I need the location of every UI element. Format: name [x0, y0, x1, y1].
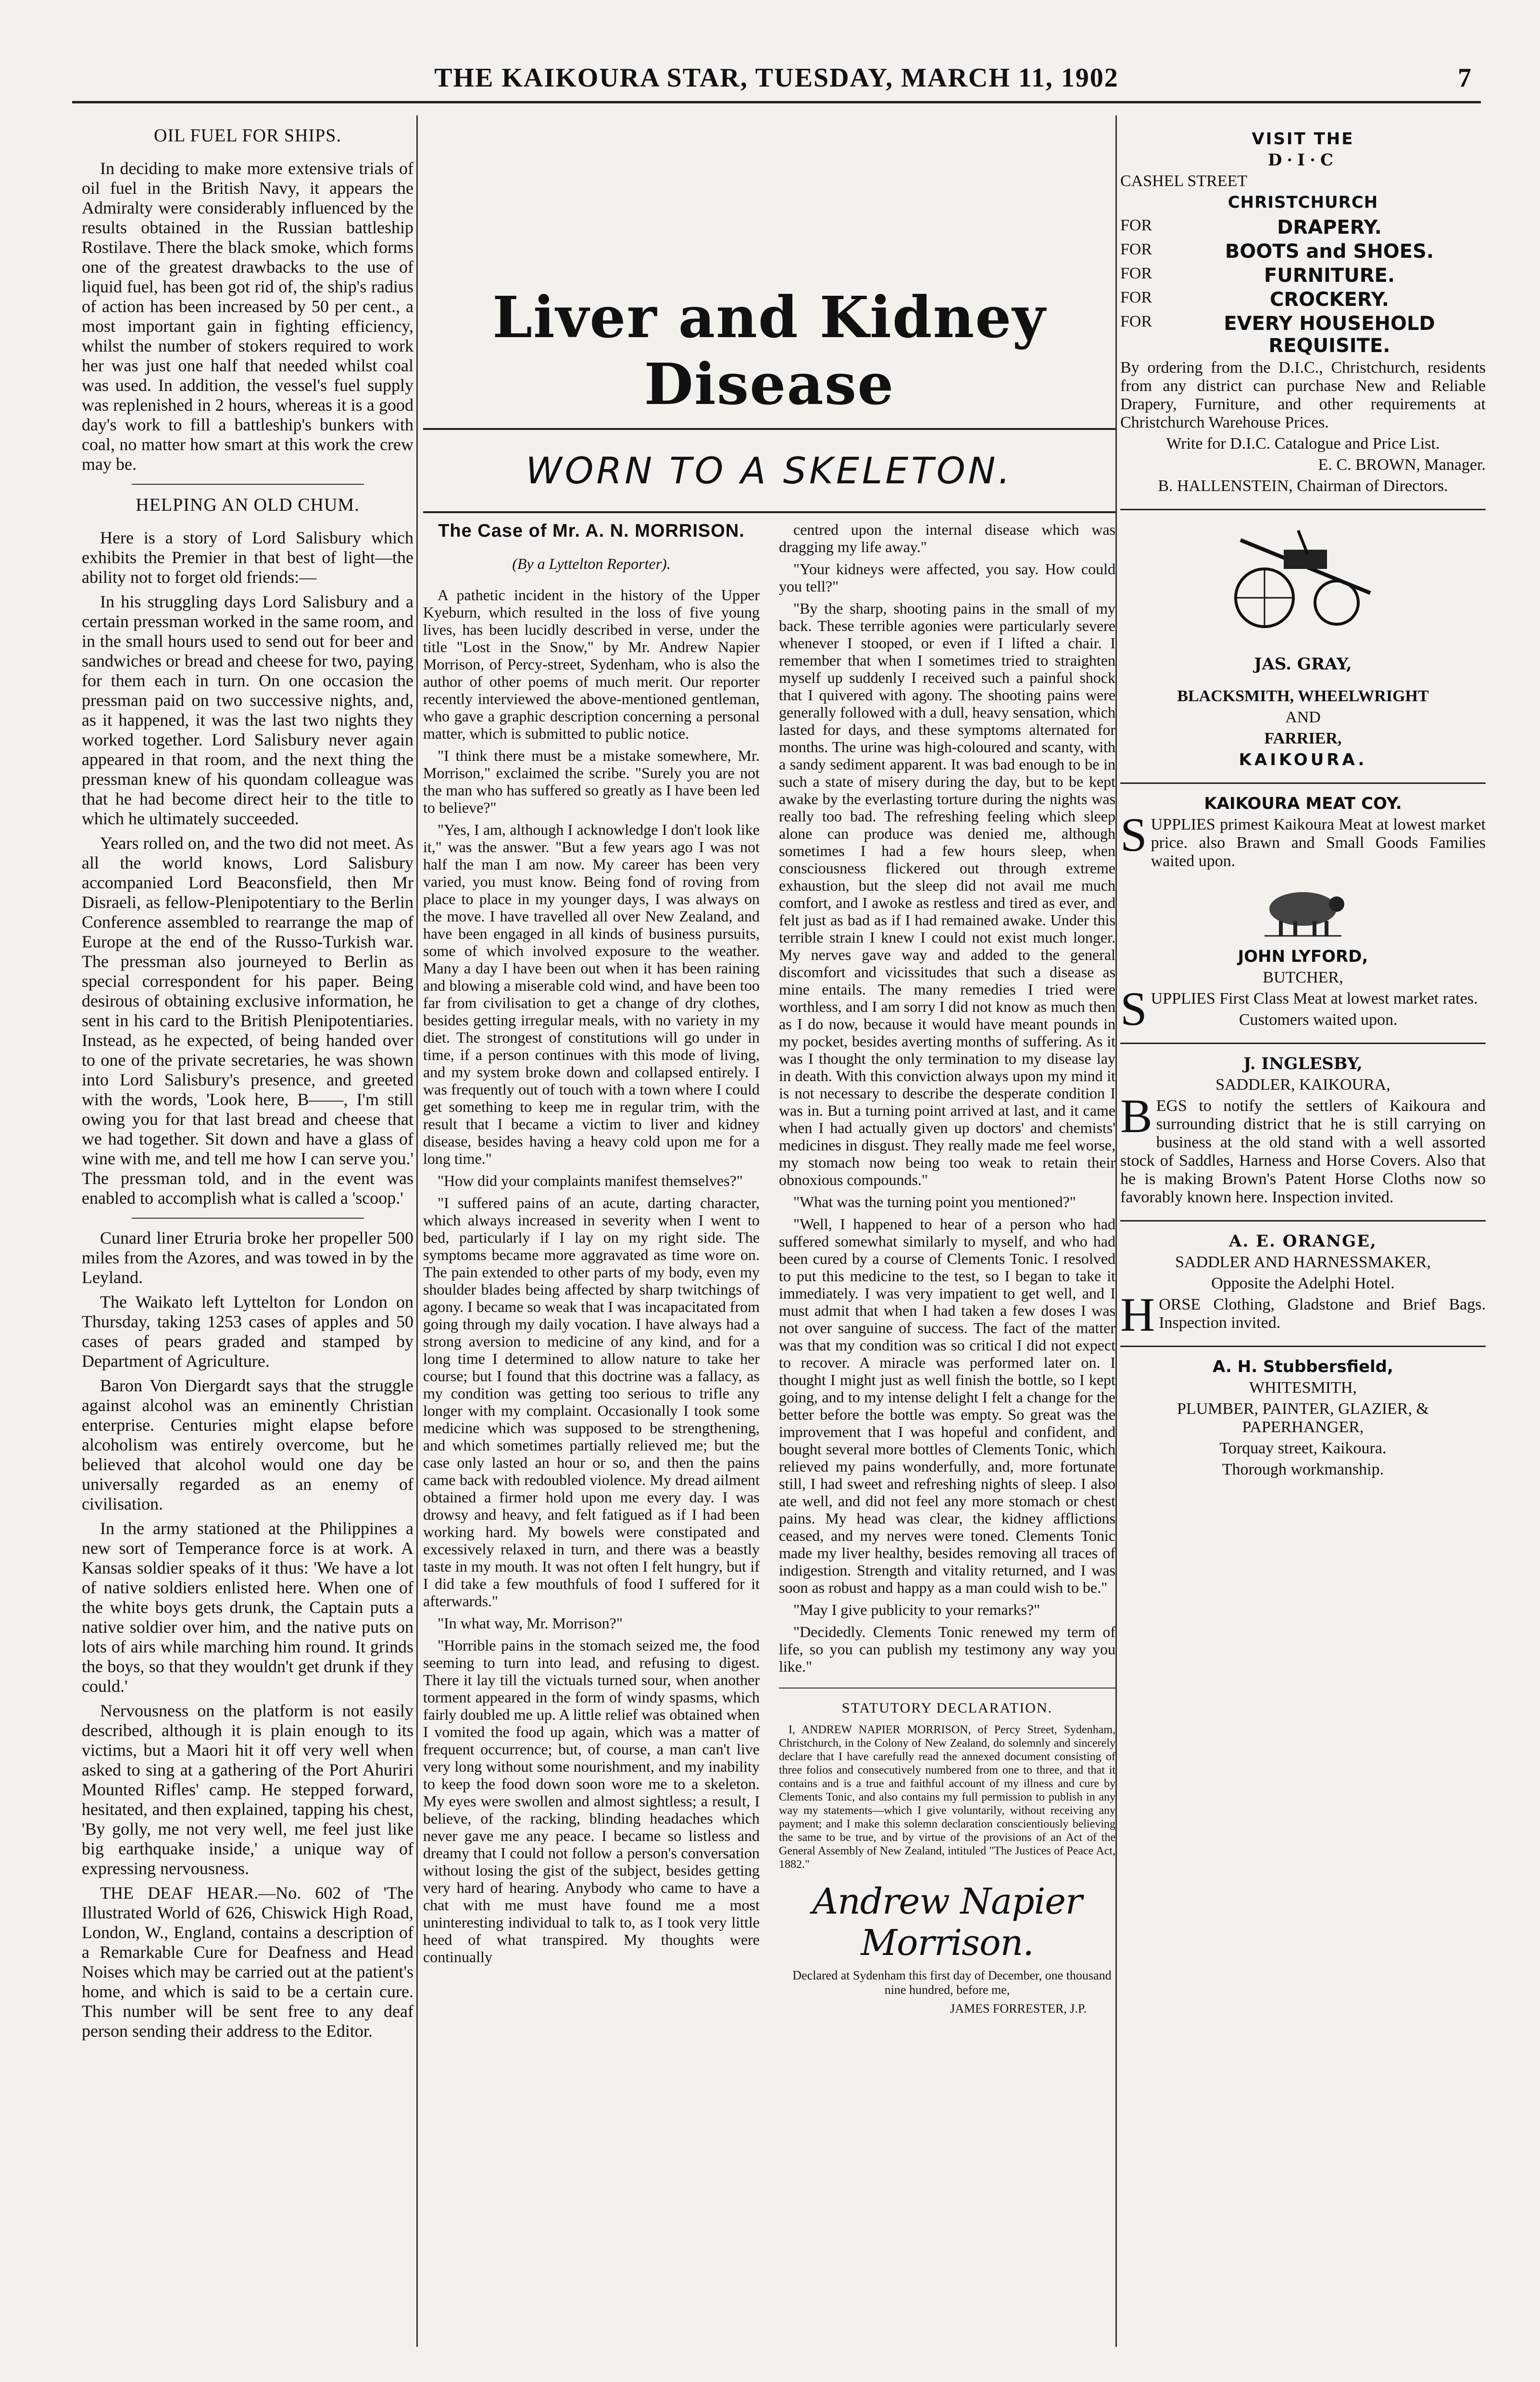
ad-dic	[1120, 130, 1486, 510]
paragraph: "Decidedly. Clements Tonic renewed my term of life, so you can publish my testimony any way you like."	[779, 1623, 1115, 1675]
jas-gray-farrier: FARRIER,	[1264, 730, 1342, 747]
advert-headline: Liver and Kidney Disease	[423, 284, 1115, 430]
declaration-text: I, ANDREW NAPIER MORRISON, of Percy Street, Sydenham, Christchurch, in the Colony of New Zealand, do solemnly and sincerely declare that I have carefully read the annexed document consisting of three folios and consecutively numbered from one to three, and that it contains and is a true and faithful account of my illness and cure by Clements Tonic, and also contains my full permission to publish in any way my statements—which I give voluntarily, without receiving any payment; and I make this solemn declaration conscientiously believing the same to be true, and by virtue of the provisions of an Act of the General Assembly of New Zealand, intituled "The Justices of Peace Act, 1882."	[779, 1724, 1115, 1871]
paragraph: "Your kidneys were affected, you say. How could you tell?"	[779, 560, 1115, 595]
stubbersfield-services: PLUMBER, PAINTER, GLAZIER, & PAPERHANGER,	[1177, 1400, 1429, 1436]
ad-meat-coy	[1120, 794, 1486, 1044]
advert-subhead: WORN TO A SKELETON.	[526, 449, 1013, 492]
signature: Andrew Napier Morrison.	[812, 1881, 1082, 1964]
divider	[132, 484, 364, 485]
paragraph: "How did your complaints manifest themselves?"	[438, 1172, 743, 1189]
jas-gray-location: KAIKOURA.	[1239, 750, 1367, 769]
ad-boots: BOOTS and SHOES.	[1225, 240, 1434, 263]
paragraph: Baron Von Diergardt says that the struggle against alcohol was an eminently Christian enterprise. Centuries might elapse before alcoholism was entirely overcome, but he believed that alcohol would one day be universally regarded as an enemy of civilisation.	[82, 1376, 413, 1513]
declared-line: Declared at Sydenham this first day of December, one thousand nine hundred, before me,	[792, 1968, 1112, 1997]
inglesby-title: J. INGLESBY,	[1243, 1054, 1363, 1073]
meat-coy-text: SUPPLIES primest Kaikoura Meat at lowest market price. also Brawn and Small Goods Families waited upon.	[1120, 808, 1486, 870]
for-label: FOR	[1120, 265, 1152, 282]
column-center	[423, 120, 1115, 2342]
ad-dic-body: By ordering from the D.I.C., Christchurch, residents from any district can purchase New and Reliable Drapery, Furniture, and other requirements at Christchurch Warehouse Prices.	[1120, 359, 1486, 431]
jas-gray-trade: BLACKSMITH, WHEELWRIGHT	[1177, 687, 1429, 705]
column-rule	[1115, 115, 1117, 2347]
masthead	[72, 58, 1481, 103]
lyford-trade: BUTCHER,	[1263, 969, 1343, 986]
article-heading-old-chum: HELPING AN OLD CHUM.	[136, 495, 360, 515]
ad-stubbersfield	[1120, 1358, 1486, 1492]
ad-orange	[1120, 1232, 1486, 1347]
declaration-title: STATUTORY DECLARATION.	[841, 1700, 1053, 1716]
lyford-title: JOHN LYFORD,	[1238, 947, 1368, 966]
ad-furniture: FURNITURE.	[1264, 265, 1395, 287]
orange-trade: SADDLER AND HARNESSMAKER,	[1175, 1253, 1431, 1271]
paragraph: "Well, I happened to hear of a person who had suffered somewhat similarly to myself, and who had been cured by a course of Clements Tonic. I resolved to put this medicine to the test, so I began to take it immediately. I was very impatient to get well, and I must admit that when I had taken a few doses I was not over sanguine of success. The fact of the matter was that my condition was so critical I did not expect to recover. A miracle was performed later on. I thought I might just as well finish the bottle, so I kept going, and to my intense delight I felt a change for the better before the bottle was empty. So great was the improvement that I was hopeful and confident, and bought several more bottles of Clements Tonic, which relieved my pains wonderfully, and, more fortunate still, I had sweet and refreshing nights of sleep. I also ate well, and did not feel any more stomach or chest pains. My head was clear, the kidney afflictions ceased, and my nerves were toned. Clements Tonic made my liver healthy, besides removing all traces of indigestion. Strength and vitality returned, and I was soon as robust and happy as a man could wish to be."	[779, 1215, 1115, 1596]
ad-dic-chairman: B. HALLENSTEIN, Chairman of Directors.	[1158, 477, 1448, 495]
paragraph: In deciding to make more extensive trials of oil fuel in the British Navy, it appears the Admiralty were considerably influenced by the results obtained in the Russian battleship Rostilave. There the black smoke, which forms one of the greatest drawbacks to the use of liquid fuel, has been got rid of, the ship's radius of action has been increased by 50 per cent., a most important gain in fighting efficiency, whilst the number of stokers required to work her was just one half that needed whilst coal was used. In addition, the vessel's fuel supply was replenished in 2 hours, whereas it is a good day's work to fill a battleship's bunkers with coal, no matter how smart at this work the crew may be.	[82, 159, 413, 474]
paragraph: "By the sharp, shooting pains in the small of my back. These terrible agonies were particularly severe whenever I stooped, or even if I lifted a chair. I remember that when I sometimes tried to straighten myself up suddenly I received such a painful shock that I quivered with agony. The shooting pains were generally followed with a dull, heavy sensation, which lasted for days, and these symptoms alternated for months. The urine was high-coloured and scanty, with a sandy sediment apparent. It was bad enough to be in such a state of misery during the day, but to be kept awake by the everlasting torture during the nights was really too bad. The refreshing feeling which sleep alone can produce was denied me, although sometimes I had a few hours sleep, when consciousness flickered out through extreme exhaustion, but the sleep did not avail me much comfort, and I awoke as restless and tired as ever, and felt just as bad as if I had remained awake. Under this terrible strain I knew I could not exist much longer. My nerves gave way and added to the general discomfort and vicissitudes that such a disease as mine entails. The many remedies I tried were worthless, and I am sorry I did not know as much then as I do now, because it would have meant pounds in my pocket, besides averting months of suffering. As it was I thought the only termination to my disease lay in death. With this conviction always upon my mind it is not necessary to describe the desperate condition I was in. But a turning point arrived at last, and it came when I had actually given up doctors' and chemists' medicines in disgust. They really made me feel worse, my stomach now being too weak to retain their obnoxious compounds."	[779, 600, 1115, 1188]
advert-column-b	[779, 521, 1115, 2020]
paragraph: A pathetic incident in the history of the Upper Kyeburn, which resulted in the loss of five young lives, has been lucidly described in verse, under the title "Lost in the Snow," by Mr. Andrew Napier Morrison, of Percy-street, Sydenham, who is also the author of other poems of much merit. Our reporter recently interviewed the above-mentioned gentleman, who gave a graphic description concerning a personal matter, which is submitted to public notice.	[423, 586, 760, 742]
orange-text: HORSE Clothing, Gladstone and Brief Bags. Inspection invited.	[1120, 1288, 1486, 1341]
ad-dic-catalogue: Write for D.I.C. Catalogue and Price List.	[1166, 435, 1440, 453]
dic-logo: D·I·C	[1267, 151, 1339, 170]
paragraph: Cunard liner Etruria broke her propeller 500 miles from the Azores, and was towed in by the Leyland.	[82, 1228, 413, 1287]
sheep-icon	[1255, 880, 1351, 938]
for-label: FOR	[1120, 313, 1152, 330]
article-heading-oil-fuel: OIL FUEL FOR SHIPS.	[154, 126, 341, 146]
ad-household: EVERY HOUSEHOLD REQUISITE.	[1224, 313, 1435, 357]
byline: (By a Lyttelton Reporter).	[512, 555, 671, 572]
ad-drapery: DRAPERY.	[1277, 216, 1382, 239]
stubbersfield-title: A. H. Stubbersfield,	[1213, 1357, 1393, 1376]
paragraph: "I think there must be a mistake somewhere, Mr. Morrison," exclaimed the scribe. "Surely you are not the man who has suffered so greatly as I have been led to believe?"	[423, 747, 760, 816]
page-number: 7	[1458, 63, 1471, 93]
stubbersfield-motto: Thorough workmanship.	[1222, 1461, 1384, 1478]
advert-column-a	[423, 521, 760, 1970]
orange-location: Opposite the Adelphi Hotel.	[1211, 1274, 1395, 1292]
stubbersfield-address: Torquay street, Kaikoura.	[1219, 1439, 1387, 1457]
paragraph: "What was the turning point you mentioned?"	[793, 1193, 1076, 1210]
paragraph: "In what way, Mr. Morrison?"	[438, 1614, 623, 1632]
ad-cashel: CASHEL STREET	[1120, 172, 1248, 190]
ad-dic-manager: E. C. BROWN, Manager.	[1318, 456, 1486, 474]
paragraph: "Horrible pains in the stomach seized me, the food seeming to turn into lead, and refusing to digest. There it lay till the victuals turned sour, when another torment appeared in the form of windy spasms, which fairly doubled me up. A little relief was obtained when I vomited the food up again, which was a matter of frequent occurrence; but, of course, a man can't live very long without some nourishment, and my inability to keep the food down soon wore me to a skeleton. My eyes were swollen and almost sightless; a result, I believe, of the racking, blinding headaches which never gave me any peace. I became so listless and dreamy that I could not follow a person's conversation without losing the gist of the subject, besides getting very hard of hearing. Anybody who came to have a chat with me must have found me a most uninteresting individual to talk to, as I took very little heed of what transpired. My thoughts were continually	[423, 1637, 760, 1966]
paragraph: "I suffered pains of an acute, darting character, which always increased in severity when I went to bed, particularly if I lay on my right side. The symptoms became more aggravated as time wore on. The pain extended to other parts of my body, even my shoulder blades being affected by sharp twitchings of agony. I became so weak that I was incapacitated from going through my daily vocation. I have always had a strong aversion to medicine of any kind, and for a long time I determined to allow nature to take her course; but I found that this doctrine was a fallacy, as my condition was getting too serious to trifle any longer with my complaint. Occasionally I took some medicine which was supposed to be strengthening, and which sometimes partially relieved me; but the case only lasted an hour or so, and then the pains came back with redoubled violence. My dread ailment obtained a firmer hold upon me every day. I was drowsy and heavy, and felt fatigued as if I had been working hard. My bowels were constipated and excessively relaxed in turn, and there was a beastly taste in my mouth. It was not often I felt hungry, but if I did take a few mouthfuls of food I suffered for it afterwards."	[423, 1194, 760, 1610]
divider	[132, 1218, 364, 1219]
plough-icon	[1226, 521, 1380, 631]
lyford-customers: Customers waited upon.	[1239, 1011, 1398, 1029]
lyford-text: SUPPLIES First Class Meat at lowest market rates.	[1120, 982, 1478, 1035]
masthead-title: THE KAIKOURA STAR, TUESDAY, MARCH 11, 1902	[434, 63, 1119, 93]
paragraph: "May I give publicity to your remarks?"	[793, 1601, 1040, 1618]
ad-christchurch: CHRISTCHURCH	[1227, 193, 1378, 212]
orange-title: A. E. ORANGE,	[1229, 1232, 1377, 1251]
for-label: FOR	[1120, 289, 1152, 306]
divider	[423, 511, 1115, 513]
paragraph: Years rolled on, and the two did not meet. As all the world knows, Lord Salisbury accompanied Lord Beaconsfield, then Mr Disraeli, as fellow-Plenipotentiary to the Berlin Conference assembled to rearrange the map of Europe at the end of the Russo-Turkish war. The pressman also journeyed to Berlin as special correspondent for his paper. Being desirous of obtaining exclusive information, he sent in his card to the British Plenipotentiaries. Instead, as he expected, of being handed over to one of the private secretaries, he was shown into Lord Salisbury's presence, and greeted with the words, 'Look here, B——, I'm still owing you for that last bread and cheese that we had together. Sit down and have a glass of wine with me, and tell me how I can serve you.' The pressman told, and in the event was enabled to accomplish what is called a 'scoop.'	[82, 833, 413, 1208]
paragraph: In the army stationed at the Philippines a new sort of Temperance force is at work. A Kansas soldier speaks of it thus: 'We have a lot of native soldiers enlisted here. When one of the white boys gets drunk, the Captain puts a native soldier over him, and the native puts on lots of airs while marching him round. It grinds the boys, so that they wouldn't get drunk if they could.'	[82, 1519, 413, 1696]
paragraph: THE DEAF HEAR.—No. 602 of 'The Illustrated World of 626, Chiswick High Road, London, W., England, contains a description of a Remarkable Cure for Deafness and Head Noises which may be carried out at the patient's home, and which is said to be a certain cure. This number will be sent free to any deaf person sending their address to the Editor.	[82, 1883, 413, 2041]
column-ads	[1120, 120, 1486, 2342]
inglesby-text: BEGS to notify the settlers of Kaikoura and surrounding district that he is still carrying on business at the old stand with a well assorted stock of Saddles, Harness and Horse Covers. Also that he is making Brown's Patent Horse Cloths now so favorably known here. Inspection invited.	[1120, 1089, 1486, 1206]
paragraph: In his struggling days Lord Salisbury and a certain pressman worked in the same room, and in the small hours used to send out for beer and sandwiches or bread and cheese for two, paying for them each in turn. On one occasion the pressman paid on two successive nights, and, as it happened, it was the last two nights they worked together. Lord Salisbury never again appeared in that room, and the next thing the pressman knew of his quondam colleague was that he had become direct heir to the title to which he ultimately succeeded.	[82, 592, 413, 828]
ad-jas-gray	[1120, 521, 1486, 784]
inglesby-trade: SADDLER, KAIKOURA,	[1215, 1076, 1390, 1094]
ad-crockery: CROCKERY.	[1270, 289, 1389, 311]
case-title: The Case of Mr. A. N. MORRISON.	[438, 521, 745, 541]
ad-visit: VISIT THE	[1252, 129, 1354, 149]
jas-gray-title: JAS. GRAY,	[1254, 655, 1352, 674]
paragraph: Nervousness on the platform is not easily described, although it is plain enough to its victims, but a Maori hit it off very well when asked to sing at a gathering of the Port Ahuriri Mounted Rifles' camp. He stepped forward, hesitated, and then explained, tapping his chest, 'By golly, me not very well, me feel just like big earthquake inside,' a unique way of expressing nervousness.	[82, 1701, 413, 1878]
for-label: FOR	[1120, 216, 1152, 234]
jas-gray-and: AND	[1285, 708, 1321, 726]
jp-name: JAMES FORRESTER, J.P.	[950, 2002, 1087, 2016]
paragraph: The Waikato left Lyttelton for London on Thursday, taking 1253 cases of apples and 50 cases of pears graded and stamped by Department of Agriculture.	[82, 1292, 413, 1371]
paragraph: Here is a story of Lord Salisbury which exhibits the Premier in that best of light—the ability not to forget old friends:—	[82, 528, 413, 587]
meat-coy-title: KAIKOURA MEAT COY.	[1204, 794, 1402, 813]
stubbersfield-trade: WHITESMITH,	[1249, 1379, 1357, 1397]
column-left	[82, 120, 413, 2342]
paragraph: "Yes, I am, although I acknowledge I don't look like it," was the answer. "But a few years ago I was not half the man I am now. My career has been very varied, you must know. Being fond of roving from place to place in my younger days, I was always on the move. I have travelled all over New Zealand, and have been engaged in all kinds of business pursuits, some of which involved exposure to the weather. Many a day I have been out when it has been raining and blowing a miserable cold wind, and have been too far from civilisation to get a change of dry clothes, besides getting irregular meals, with no variety in my diet. The strongest of constitutions will go under in time, if a person continues with this mode of living, and my system broke down and collapsed entirely. I was frequently out of touch with a town where I could get something to keep me in regular trim, with the result that I became a victim to liver and kidney disease, besides having a heavy cold upon me for a long time."	[423, 821, 760, 1167]
ad-inglesby	[1120, 1055, 1486, 1222]
for-label: FOR	[1120, 240, 1152, 258]
statutory-declaration	[779, 1688, 1115, 2016]
column-rule	[416, 115, 418, 2347]
paragraph: centred upon the internal disease which was dragging my life away."	[779, 521, 1115, 555]
